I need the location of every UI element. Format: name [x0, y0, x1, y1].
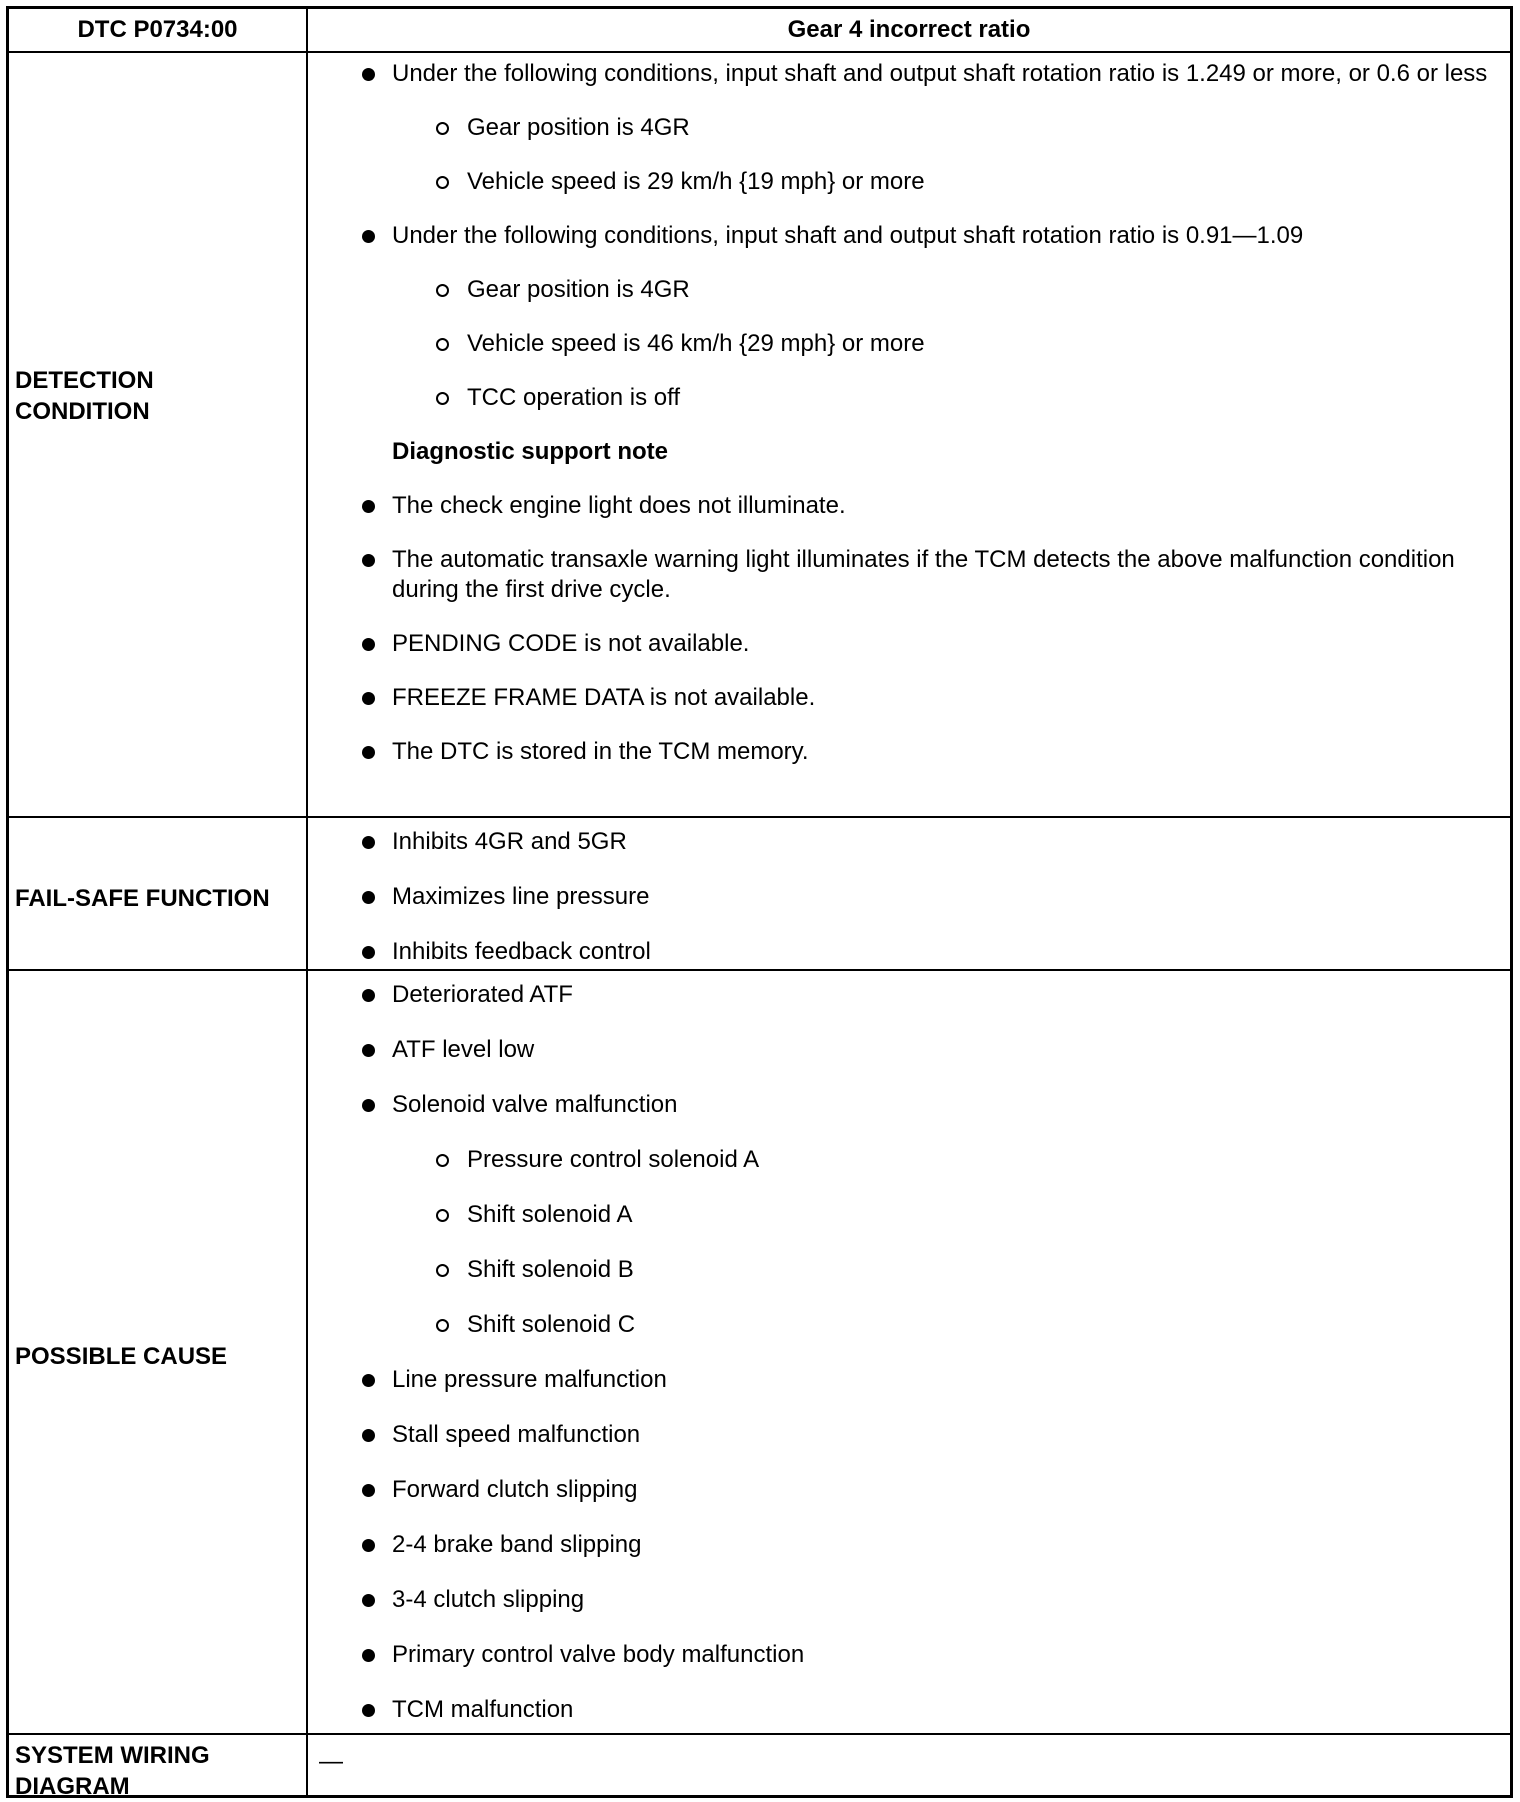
list-item: TCC operation is off: [308, 383, 1510, 413]
detection-condition-list: [308, 59, 1510, 767]
diagnostic-support-note-heading: Diagnostic support note: [392, 438, 668, 465]
list-item: Gear position is 4GR: [308, 113, 1510, 143]
list-item: Vehicle speed is 29 km/h {19 mph} or more: [308, 167, 1510, 197]
list-item: Stall speed malfunction: [308, 1420, 1510, 1450]
possible-cause-label: POSSIBLE CAUSE: [15, 1343, 228, 1370]
row-divider-detection: [9, 816, 1510, 818]
list-item: Gear position is 4GR: [308, 275, 1510, 305]
row-divider-header: [9, 51, 1510, 53]
list-item: Line pressure malfunction: [308, 1365, 1510, 1395]
list-item: TCM malfunction: [308, 1695, 1510, 1725]
list-item: ATF level low: [308, 1035, 1510, 1065]
list-item: Under the following conditions, input shaft and output shaft rotation ratio is 1.249 or more, or 0.6 or less: [308, 59, 1510, 89]
list-item: Shift solenoid A: [308, 1200, 1510, 1230]
list-item: Shift solenoid C: [308, 1310, 1510, 1340]
list-item: Inhibits 4GR and 5GR: [308, 827, 1510, 857]
possible-cause-list: [308, 980, 1510, 1725]
row-divider-failsafe: [9, 969, 1510, 971]
list-item: Deteriorated ATF: [308, 980, 1510, 1010]
list-item: Primary control valve body malfunction: [308, 1640, 1510, 1670]
dtc-table: [6, 6, 1513, 1798]
list-item: Inhibits feedback control: [308, 937, 1510, 967]
fail-safe-function-list: [308, 827, 1510, 967]
list-item: PENDING CODE is not available.: [308, 629, 1510, 659]
detection-condition-label: DETECTION CONDITION: [15, 367, 154, 425]
dtc-code: DTC P0734:00: [77, 16, 238, 43]
list-item: 3-4 clutch slipping: [308, 1585, 1510, 1615]
list-item: FREEZE FRAME DATA is not available.: [308, 683, 1510, 713]
system-wiring-diagram-value: —: [319, 1748, 343, 1775]
list-item: Shift solenoid B: [308, 1255, 1510, 1285]
list-item: The DTC is stored in the TCM memory.: [308, 737, 1510, 767]
list-item: Forward clutch slipping: [308, 1475, 1510, 1505]
list-item: The check engine light does not illuminate.: [308, 491, 1510, 521]
list-item: Solenoid valve malfunction: [308, 1090, 1510, 1120]
list-item: Under the following conditions, input shaft and output shaft rotation ratio is 0.91—1.09: [308, 221, 1510, 251]
fail-safe-function-label: FAIL-SAFE FUNCTION: [15, 885, 270, 912]
dtc-title: Gear 4 incorrect ratio: [787, 16, 1031, 43]
list-item: The automatic transaxle warning light illuminates if the TCM detects the above malfunction condition during the first drive cycle.: [308, 545, 1510, 605]
list-item: Pressure control solenoid A: [308, 1145, 1510, 1175]
row-divider-cause: [9, 1733, 1510, 1735]
list-item: 2-4 brake band slipping: [308, 1530, 1510, 1560]
list-item: Vehicle speed is 46 km/h {29 mph} or more: [308, 329, 1510, 359]
system-wiring-diagram-label: SYSTEM WIRING DIAGRAM: [15, 1742, 210, 1800]
list-item: Maximizes line pressure: [308, 882, 1510, 912]
